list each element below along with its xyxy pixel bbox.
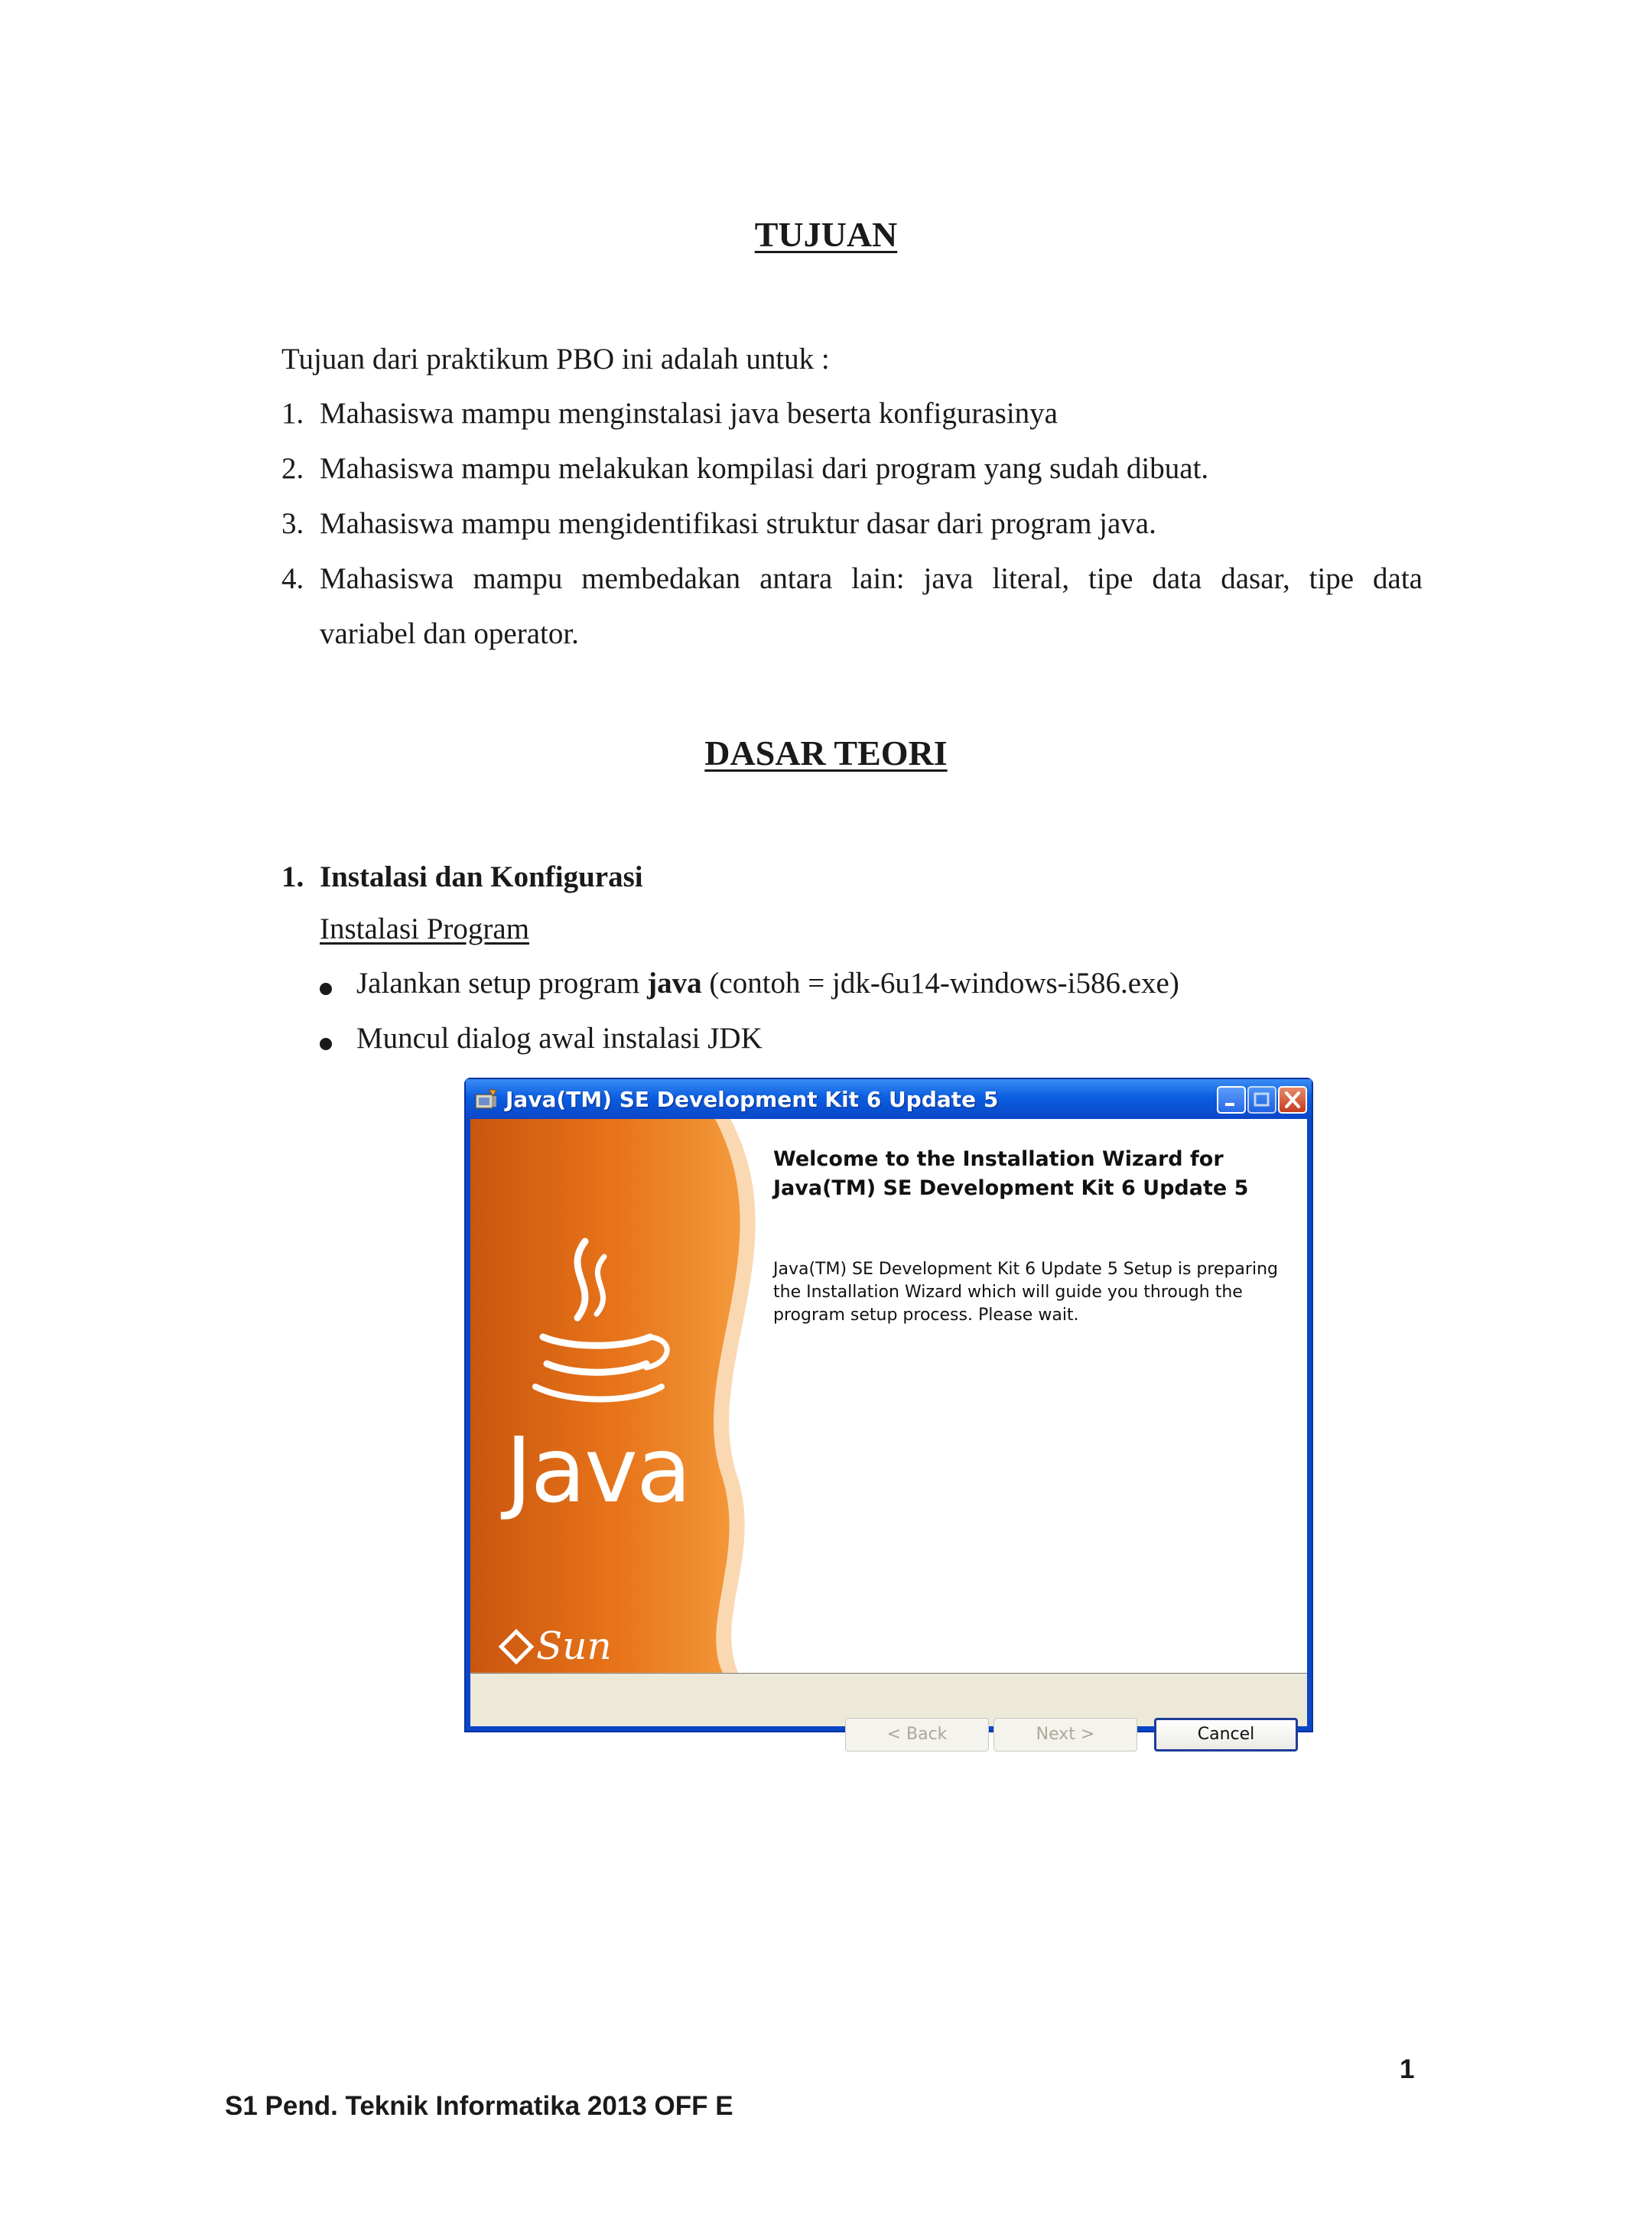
back-button[interactable]: < Back — [845, 1718, 989, 1752]
list-item: Mahasiswa mampu mengidentifikasi struktur dasar dari program java. — [320, 507, 1156, 540]
dialog-titlebar[interactable] — [466, 1079, 1312, 1119]
section-title: Instalasi dan Konfigurasi — [320, 860, 643, 893]
java-logo-text: Java — [506, 1417, 691, 1523]
maximize-icon — [1249, 1088, 1275, 1112]
list-item: Mahasiswa mampu membedakan antara lain: java literal, tipe data dasar, tipe data — [320, 562, 1423, 595]
cancel-button[interactable]: Cancel — [1154, 1718, 1298, 1752]
minimize-icon — [1218, 1088, 1244, 1112]
list-number: 2. — [281, 452, 304, 485]
installer-dialog — [464, 1078, 1313, 1744]
button-separator — [470, 1673, 1307, 1675]
next-button[interactable]: Next > — [993, 1718, 1137, 1752]
footer-text: S1 Pend. Teknik Informatika 2013 OFF E — [225, 2091, 733, 2121]
dialog-title: Java(TM) SE Development Kit 6 Update 5 — [506, 1087, 999, 1112]
list-item: Mahasiswa mampu melakukan kompilasi dari program yang sudah dibuat. — [320, 452, 1209, 485]
installer-icon — [473, 1087, 499, 1111]
heading-tujuan: TUJUAN — [754, 215, 898, 254]
bullet-icon — [320, 1038, 332, 1050]
bullet-item: Muncul dialog awal instalasi JDK — [356, 1022, 763, 1055]
subheading-instalasi-program: Instalasi Program — [320, 912, 530, 945]
java-banner — [470, 1119, 792, 1673]
close-button[interactable] — [1278, 1086, 1307, 1114]
sun-logo-icon — [501, 1631, 532, 1662]
list-item-continuation: variabel dan operator. — [320, 617, 579, 650]
tujuan-intro: Tujuan dari praktikum PBO ini adalah untuk : — [281, 343, 830, 376]
bullet-item: Jalankan setup program java (contoh = jdk-6u14-windows-i586.exe) — [356, 967, 1179, 1000]
list-number: 4. — [281, 562, 304, 595]
list-item: Mahasiswa mampu menginstalasi java beserta konfigurasinya — [320, 397, 1058, 430]
dialog-client-area — [470, 1119, 1307, 1744]
list-number: 1. — [281, 397, 304, 430]
minimize-button[interactable] — [1217, 1086, 1246, 1114]
section-number: 1. — [281, 860, 304, 893]
maximize-button[interactable] — [1247, 1086, 1276, 1114]
bullet-icon — [320, 983, 332, 995]
close-icon — [1280, 1088, 1306, 1112]
page-number: 1 — [1400, 2054, 1415, 2084]
list-number: 3. — [281, 507, 304, 540]
sun-logo-text: Sun — [536, 1624, 612, 1668]
heading-dasar-teori: DASAR TEORI — [704, 733, 948, 772]
setup-description: Java(TM) SE Development Kit 6 Update 5 Setup is preparing the Installation Wizard which will guide you through the program setup process. Please wait. — [773, 1260, 1278, 1325]
welcome-heading: Welcome to the Installation Wizard for Java(TM) SE Development Kit 6 Update 5 — [773, 1147, 1249, 1200]
